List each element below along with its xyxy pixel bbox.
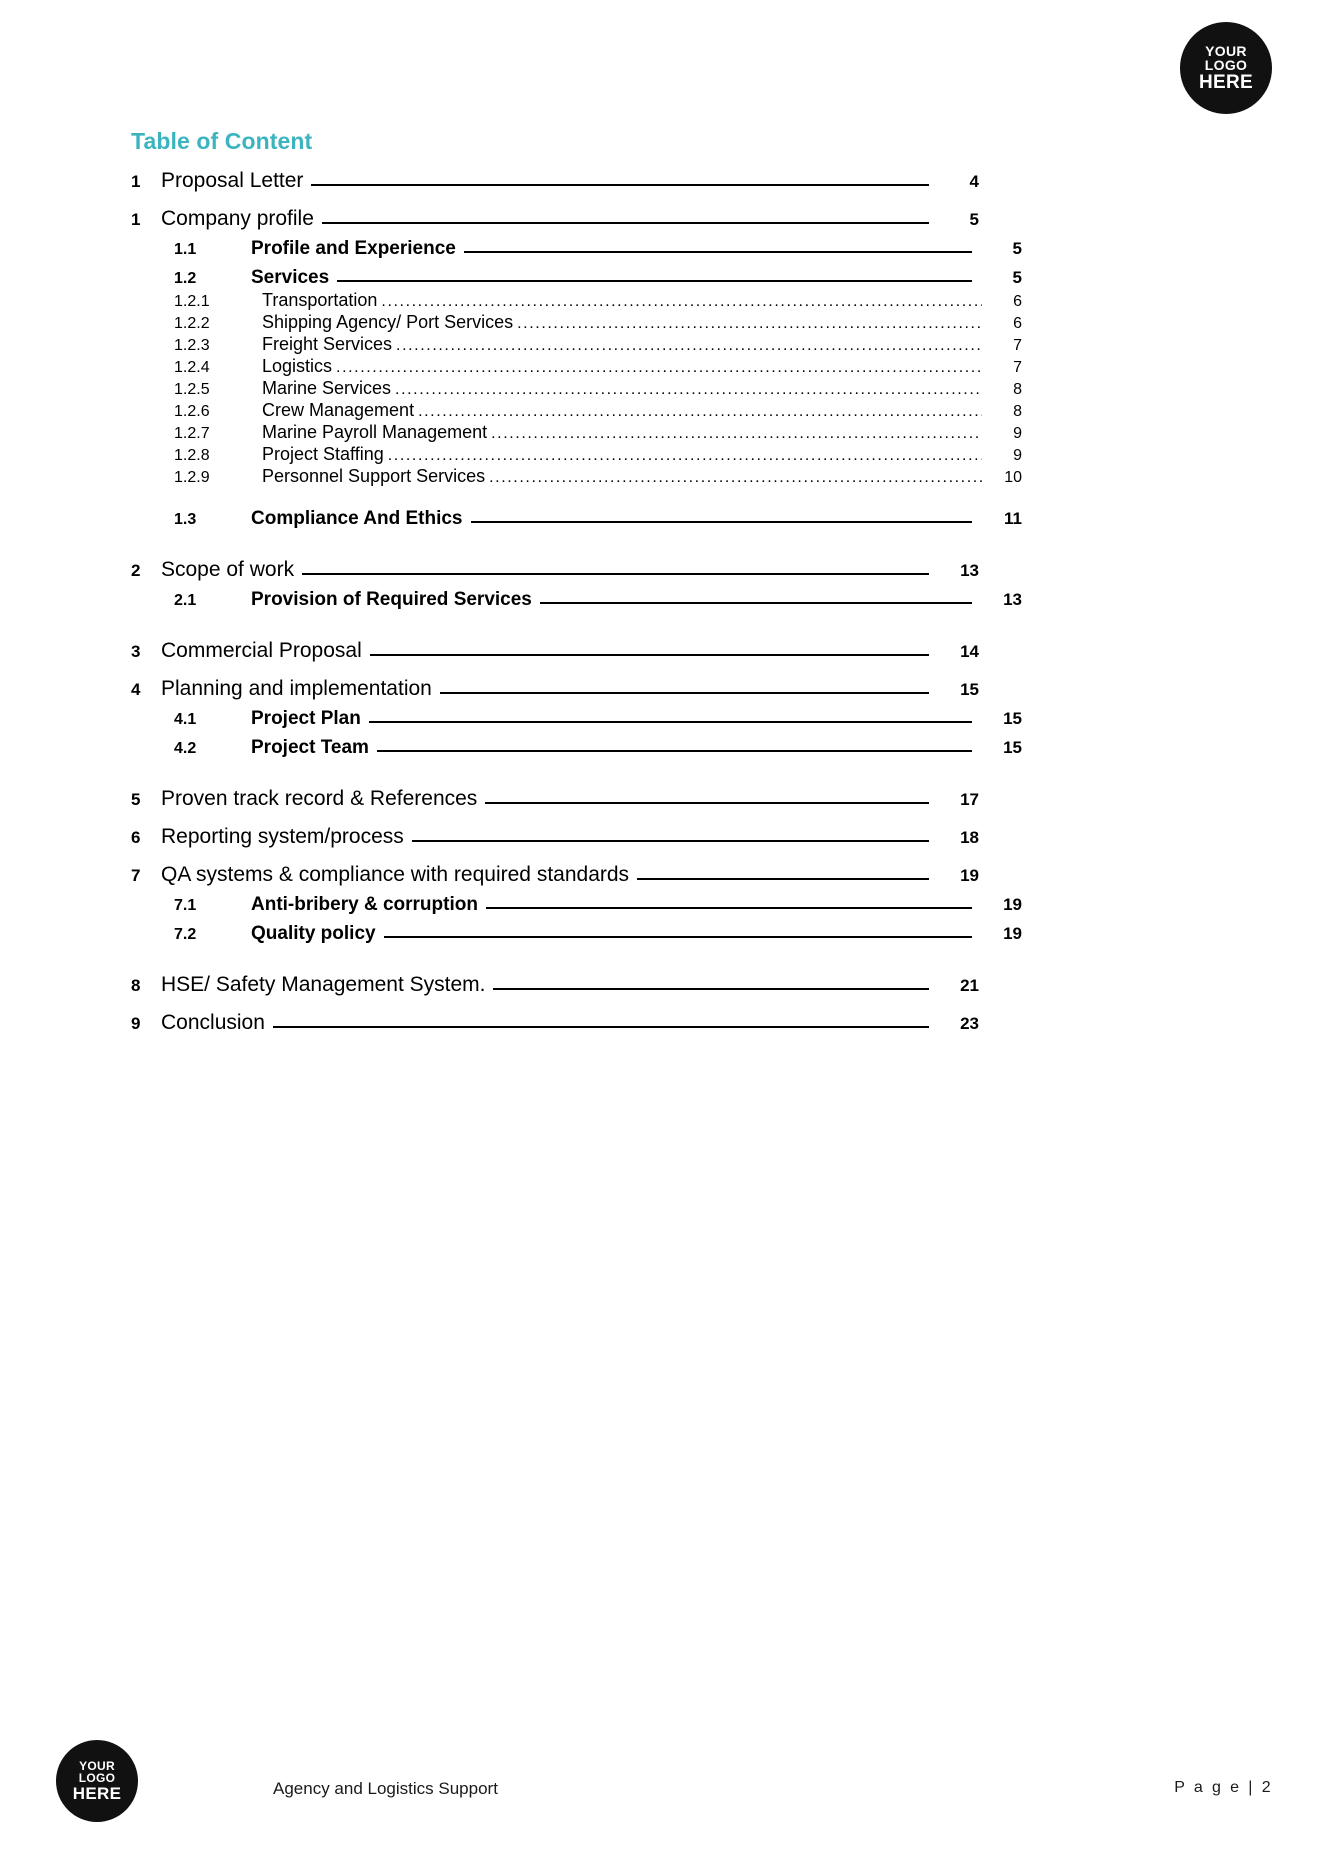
logo-line-2: LOGO	[78, 1770, 116, 1785]
page-title: Table of Content	[131, 128, 313, 154]
toc-entry-label[interactable]: Scope of work	[161, 558, 295, 581]
page-footer	[0, 1779, 1320, 1803]
toc-dot-leader	[517, 316, 982, 332]
toc-entry[interactable]	[131, 356, 1022, 377]
toc-entry-label[interactable]: Project Staffing	[262, 444, 384, 464]
toc-entry-label[interactable]: Conclusion	[161, 1011, 265, 1034]
toc-line-leader	[377, 752, 972, 753]
logo-line-1: YOUR	[1205, 42, 1247, 59]
toc-entry[interactable]	[131, 267, 1022, 289]
toc-dot-leader	[489, 470, 982, 486]
toc-entry-page-number: 4	[969, 172, 979, 191]
toc-entry-number: 2	[131, 561, 141, 580]
toc-entry-number: 2.1	[174, 592, 197, 609]
toc-entry-label[interactable]: Commercial Proposal	[161, 639, 362, 662]
toc-entry-page-number: 19	[960, 866, 979, 885]
toc-line-leader	[369, 723, 972, 724]
toc-entry-label[interactable]: QA systems & compliance with required standards	[161, 863, 630, 886]
toc-entry-page-number: 15	[960, 680, 979, 699]
toc-entry[interactable]	[131, 639, 979, 663]
toc-entry-label[interactable]: Marine Services	[262, 378, 392, 398]
toc-entry-number: 1.2.5	[174, 381, 210, 398]
toc-entry-page-number: 23	[960, 1014, 979, 1033]
toc-entry-number: 1	[131, 172, 141, 191]
toc-entry[interactable]	[131, 787, 979, 811]
toc-line-leader	[486, 909, 972, 910]
toc-entry-page-number: 14	[960, 642, 979, 661]
toc-dot-leader	[396, 338, 982, 354]
toc-entry-label[interactable]: Project Plan	[251, 708, 361, 729]
toc-entry-page-number: 6	[1013, 293, 1022, 310]
toc-entry-label[interactable]: Planning and implementation	[161, 677, 432, 700]
toc-line-leader	[337, 282, 972, 283]
toc-entry-label[interactable]: Logistics	[262, 356, 333, 376]
toc-entry-number: 1.1	[174, 241, 197, 258]
toc-entry-page-number: 18	[960, 828, 979, 847]
toc-entry-label[interactable]: Proven track record & References	[161, 787, 478, 810]
toc-entry-number: 4	[131, 680, 141, 699]
toc-entry-number: 7.1	[174, 897, 197, 914]
toc-entry-number: 1.3	[174, 511, 197, 528]
toc-line-leader	[493, 990, 929, 991]
toc-entry-label[interactable]: Transportation	[262, 290, 378, 310]
toc-entry-number: 1.2.1	[174, 293, 210, 310]
toc-entry[interactable]	[131, 558, 979, 582]
toc-entry[interactable]	[131, 1011, 979, 1035]
toc-entry[interactable]	[131, 422, 1022, 443]
toc-entry-label[interactable]: Provision of Required Services	[251, 589, 532, 610]
toc-entry-number: 1.2.7	[174, 425, 210, 442]
toc-entry-page-number: 15	[1003, 738, 1022, 757]
toc-entry-page-number: 9	[1013, 447, 1022, 464]
toc-entry-number: 7.2	[174, 926, 197, 943]
toc-entry[interactable]	[131, 334, 1022, 355]
toc-entry-page-number: 7	[1013, 337, 1022, 354]
toc-entry[interactable]	[131, 677, 979, 701]
toc-line-leader	[637, 880, 929, 881]
toc-entry-number: 1.2.8	[174, 447, 210, 464]
toc-entry[interactable]	[131, 923, 1022, 945]
toc-entry-label[interactable]: Proposal Letter	[161, 169, 304, 192]
toc-group-spacer	[131, 759, 979, 773]
toc-entry[interactable]	[131, 466, 1022, 487]
logo-line-3: HERE	[1199, 72, 1253, 94]
toc-group-spacer	[131, 530, 979, 544]
logo-top-right	[1180, 22, 1272, 114]
toc-entry-page-number: 11	[1004, 509, 1022, 528]
toc-entry-label[interactable]: Compliance And Ethics	[251, 508, 463, 529]
toc-entry[interactable]	[131, 737, 1022, 759]
toc-line-leader	[471, 523, 973, 524]
toc-dot-leader	[381, 294, 982, 310]
footer-title: Agency and Logistics Support	[273, 1779, 498, 1798]
toc-entry[interactable]	[131, 169, 979, 193]
toc-entry-page-number: 5	[1012, 268, 1022, 287]
toc-entry-page-number: 13	[1003, 590, 1022, 609]
toc-line-leader	[302, 575, 929, 576]
toc-entry-label[interactable]: Project Team	[251, 737, 369, 758]
toc-entry-label[interactable]: Company profile	[161, 207, 314, 230]
toc-dot-leader	[395, 382, 982, 398]
toc-entry[interactable]	[131, 312, 1022, 333]
toc-group-spacer	[131, 487, 979, 501]
toc-entry-page-number: 6	[1013, 315, 1022, 332]
toc-entry[interactable]	[131, 444, 1022, 465]
toc-entry-page-number: 17	[960, 790, 979, 809]
toc-entry-number: 1.2.6	[174, 403, 210, 420]
toc-entry[interactable]	[131, 378, 1022, 399]
toc-entry-label[interactable]: Freight Services	[262, 334, 393, 354]
logo-line-2: LOGO	[1204, 56, 1248, 73]
toc-entry-number: 1.2.3	[174, 337, 210, 354]
toc-entry[interactable]	[131, 894, 1022, 916]
toc-entry-page-number: 9	[1013, 425, 1022, 442]
toc-entry-label[interactable]: Anti-bribery & corruption	[251, 894, 478, 915]
toc-entry-number: 8	[131, 976, 141, 995]
toc-entry-number: 5	[131, 790, 141, 809]
toc-entry[interactable]	[131, 508, 1022, 530]
toc-dot-leader	[418, 404, 982, 420]
toc-entry-number: 3	[131, 642, 141, 661]
toc-line-leader	[322, 224, 929, 225]
toc-entry[interactable]	[131, 825, 979, 849]
toc-entry[interactable]	[131, 863, 979, 887]
table-of-contents	[131, 128, 1022, 1035]
toc-entry[interactable]	[131, 290, 1022, 311]
toc-entry-number: 6	[131, 828, 141, 847]
toc-entry-number: 1	[131, 210, 141, 229]
toc-entry-page-number: 8	[1013, 403, 1022, 420]
toc-entry-label[interactable]: Marine Payroll Management	[262, 422, 488, 442]
toc-dot-leader	[388, 448, 982, 464]
toc-entry-label[interactable]: Reporting system/process	[161, 825, 404, 848]
toc-dot-leader	[491, 426, 982, 442]
toc-entry-page-number: 8	[1013, 381, 1022, 398]
footer-page-number: P a g e | 2	[1174, 1779, 1273, 1796]
toc-line-leader	[485, 804, 929, 805]
toc-entry-label[interactable]: Profile and Experience	[251, 238, 456, 259]
toc-line-leader	[311, 186, 929, 187]
toc-entry-page-number: 10	[1004, 469, 1022, 486]
toc-entry-page-number: 19	[1003, 895, 1022, 914]
toc-line-leader	[273, 1028, 929, 1029]
toc-entry[interactable]	[131, 708, 1022, 730]
toc-entry-number: 9	[131, 1014, 141, 1033]
toc-line-leader	[412, 842, 929, 843]
toc-entry-label[interactable]: Shipping Agency/ Port Services	[262, 312, 514, 332]
toc-entry-label[interactable]: Crew Management	[262, 400, 415, 420]
toc-group-spacer	[131, 611, 979, 625]
toc-entry[interactable]	[131, 238, 1022, 260]
toc-entry-label[interactable]: Services	[251, 267, 330, 288]
toc-entry-label[interactable]: HSE/ Safety Management System.	[161, 973, 486, 996]
toc-entry-page-number: 13	[960, 561, 979, 580]
logo-line-3: HERE	[72, 1784, 122, 1804]
toc-entry-page-number: 19	[1003, 924, 1022, 943]
toc-line-leader	[384, 938, 972, 939]
toc-entry-label[interactable]: Personnel Support Services	[262, 466, 486, 486]
toc-entry-page-number: 7	[1013, 359, 1022, 376]
toc-entry[interactable]	[131, 400, 1022, 421]
toc-entry-number: 4.1	[174, 711, 197, 728]
toc-group-spacer	[131, 945, 979, 959]
toc-entry[interactable]	[131, 973, 979, 997]
toc-entry-page-number: 21	[960, 976, 979, 995]
toc-dot-leader	[336, 360, 982, 376]
toc-line-leader	[440, 694, 929, 695]
toc-entry-page-number: 5	[1012, 239, 1022, 258]
toc-line-leader	[540, 604, 972, 605]
toc-entry-page-number: 5	[969, 210, 979, 229]
toc-entry-number: 4.2	[174, 740, 197, 757]
toc-entry-number: 1.2.9	[174, 469, 210, 486]
logo-line-1: YOUR	[79, 1758, 115, 1773]
toc-entry-list	[131, 169, 1022, 1035]
toc-line-leader	[370, 656, 929, 657]
toc-entry[interactable]	[131, 207, 979, 231]
toc-entry-label[interactable]: Quality policy	[251, 923, 376, 944]
toc-entry-number: 1.2.2	[174, 315, 210, 332]
toc-entry[interactable]	[131, 589, 1022, 611]
toc-entry-number: 1.2.4	[174, 359, 210, 376]
toc-entry-number: 7	[131, 866, 141, 885]
toc-line-leader	[464, 253, 972, 254]
toc-entry-page-number: 15	[1003, 709, 1022, 728]
toc-entry-number: 1.2	[174, 270, 197, 287]
